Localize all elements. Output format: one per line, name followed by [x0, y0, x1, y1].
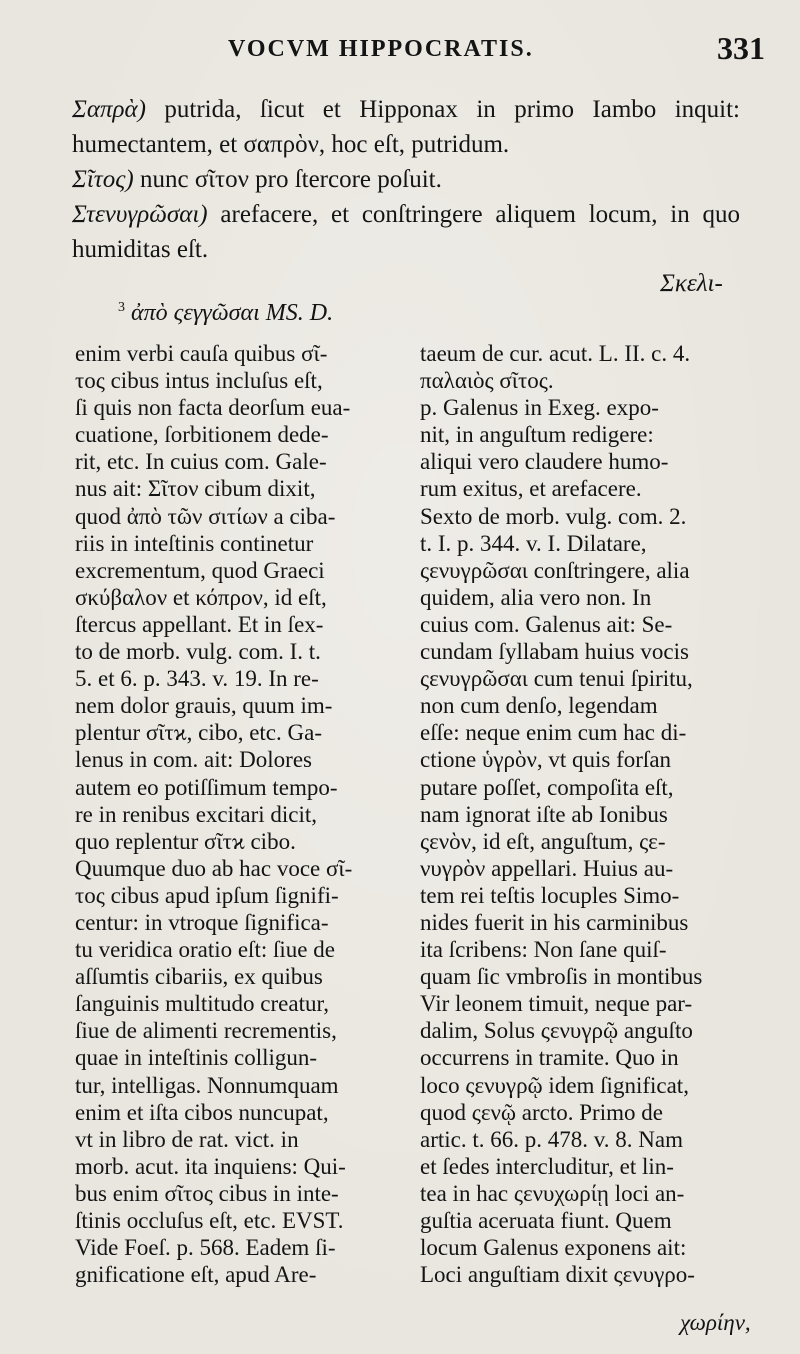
entry-headword: Στενυγρῶσαι) — [72, 201, 208, 228]
text-line: ſtinis occluſus eſt, etc. EVST. — [75, 1208, 344, 1233]
entry-text: arefacere, et conſtringere aliquem locum, in quo humiditas eſt. — [72, 201, 740, 263]
text-line: cundam ſyllabam huius vocis — [420, 639, 689, 665]
text-line: putare poſſet, compoſita eſt, — [420, 774, 674, 800]
text-line: τος cibus intus incluſus eſt, — [75, 368, 323, 394]
text-line: ita ſcribens: Non ſane quiſ- — [420, 937, 667, 963]
text-line: ſtercus appellant. Et in ſex- — [75, 611, 324, 637]
text-line: quae in inteſtinis colligun- — [75, 1045, 318, 1071]
dictionary-entries — [72, 92, 740, 267]
text-line: riis in inteſtinis continetur — [75, 530, 314, 556]
text-line: cuius com. Galenus ait: Se- — [420, 611, 673, 637]
page-header — [228, 30, 765, 70]
text-line: excrementum, quod Graeci — [75, 557, 325, 583]
text-line: ctione ὑγρὸν, vt quis forſan — [420, 747, 672, 773]
entry-stenygrosai — [72, 197, 740, 267]
text-line: tea in hac ςενυχωρίῃ loci an- — [420, 1180, 685, 1206]
text-line: plentur σῖτϰ, cibo, etc. Ga- — [75, 720, 322, 746]
text-line: nit, in anguſtum redigere: — [420, 422, 654, 448]
text-line: Vide Foeſ. p. 568. Eadem ſi- — [75, 1235, 336, 1261]
entry-headword: Σῖτος) — [72, 166, 134, 193]
text-line: Loci anguſtiam dixit ςενυγρο- — [420, 1262, 695, 1288]
text-line: νυγρὸν appellari. Huius au- — [420, 855, 674, 881]
right-column — [420, 340, 765, 1288]
text-line: occurrens in tramite. Quo in — [420, 1045, 679, 1071]
running-title: VOCVM HIPPOCRATIS. — [228, 36, 534, 62]
text-line: tem rei teſtis locuples Simo- — [420, 882, 680, 908]
text-line: morb. acut. ita inquiens: Qui- — [75, 1153, 346, 1179]
entry-headword: Σαπρὰ) — [72, 96, 146, 123]
text-line: τος cibus apud ipſum ſignifi- — [75, 882, 339, 908]
text-line: guſtia aceruata fiunt. Quem — [420, 1208, 672, 1233]
text-line: tur, intelligas. Nonnumquam — [75, 1072, 339, 1098]
text-line: vt in libro de rat. vict. in — [75, 1126, 299, 1152]
text-line: quidem, alia vero non. In — [420, 584, 652, 610]
text-line: nus ait: Σῖτον cibum dixit, — [75, 476, 316, 502]
text-line: et ſedes intercluditur, et lin- — [420, 1153, 674, 1179]
text-line: tu veridica oratio eſt: ſiue de — [75, 937, 335, 963]
text-line: ſiue de alimenti recrementis, — [75, 1018, 337, 1044]
text-line: Quumque duo ab hac voce σῖ- — [75, 855, 353, 881]
text-line: σκύβαλον et κόπρον, id eſt, — [75, 584, 327, 610]
entry-text: putrida, ſicut et Hipponax in primo Iambo inquit: humectantem, et σαπρὸν, hoc eſt, putridum. — [72, 96, 740, 158]
text-line: aliqui vero claudere humo- — [420, 449, 669, 475]
text-line: quod ςενῷ arcto. Primo de — [420, 1099, 663, 1125]
entry-sitos — [72, 162, 740, 197]
text-line: ςενὸν, id eſt, anguſtum, ςε- — [420, 828, 666, 854]
text-line: Vir leonem timuit, neque par- — [420, 991, 693, 1017]
text-line: eſſe: neque enim cum hac di- — [420, 720, 687, 746]
text-line: non cum denſo, legendam — [420, 693, 658, 719]
text-line: enim et iſta cibos nuncupat, — [75, 1099, 329, 1125]
text-line: παλαιὸς σῖτος. — [420, 368, 554, 394]
catchword: χωρίην, — [680, 1310, 751, 1335]
page-number: 331 — [717, 30, 765, 66]
text-line: bus enim σῖτος cibus in inte- — [75, 1180, 339, 1206]
text-line: p. Galenus in Exeg. expo- — [420, 395, 659, 421]
footnote — [118, 300, 333, 327]
text-line: aſſumtis cibariis, ex quibus — [75, 964, 323, 990]
text-line: cuatione, ſorbitionem dede- — [75, 422, 329, 448]
text-line: to de morb. vulg. com. I. t. — [75, 639, 321, 665]
text-line: quam ſic vmbroſis in montibus — [420, 964, 703, 990]
entry-text: nunc σῖτον pro ſtercore poſuit. — [133, 166, 442, 193]
text-line: nam ignorat iſte ab Ionibus — [420, 801, 668, 827]
text-line: 5. et 6. p. 343. v. 19. In re- — [75, 666, 319, 692]
footnote-mark: 3 — [118, 300, 125, 315]
entry-sapra — [72, 92, 740, 162]
text-line: Sexto de morb. vulg. com. 2. — [420, 503, 687, 529]
left-column — [75, 340, 415, 1288]
text-line: ſanguinis multitudo creatur, — [75, 991, 329, 1017]
text-line: locum Galenus exponens ait: — [420, 1235, 687, 1261]
text-line: nides fuerit in his carminibus — [420, 909, 689, 935]
text-line: loco ςενυγρῷ idem ſignificat, — [420, 1072, 689, 1098]
text-line: rum exitus, et arefacere. — [420, 476, 642, 502]
next-entry-word: Σκελι- — [660, 270, 723, 297]
text-line: gnificatione eſt, apud Are- — [75, 1262, 317, 1288]
text-line: artic. t. 66. p. 478. v. 8. Nam — [420, 1126, 683, 1152]
text-line: rit, etc. In cuius com. Gale- — [75, 449, 327, 475]
text-line: autem eo potiſſimum tempo- — [75, 774, 338, 800]
text-line: lenus in com. ait: Dolores — [75, 747, 312, 773]
footnote-text: ἀπὸ ςεγγῶσαι MS. D. — [125, 300, 334, 326]
text-line: nem dolor grauis, quum im- — [75, 693, 333, 719]
text-line: t. I. p. 344. v. I. Dilatare, — [420, 530, 647, 556]
text-line: taeum de cur. acut. L. II. c. 4. — [420, 341, 691, 366]
text-line: re in renibus excitari dicit, — [75, 801, 318, 827]
text-line: centur: in vtroque ſignifica- — [75, 909, 329, 935]
text-line: dalim, Solus ςενυγρῷ anguſto — [420, 1018, 693, 1044]
text-line: quo replentur σῖτϰ cibo. — [75, 828, 296, 854]
text-line: ſi quis non facta deorſum eua- — [75, 395, 351, 421]
text-line: enim verbi cauſa quibus σῖ- — [75, 341, 328, 366]
text-line: ςενυγρῶσαι conſtringere, alia — [420, 557, 690, 583]
text-line: ςενυγρῶσαι cum tenui ſpiritu, — [420, 666, 693, 692]
text-line: quod ἀπὸ τῶν σιτίων a ciba- — [75, 503, 336, 529]
